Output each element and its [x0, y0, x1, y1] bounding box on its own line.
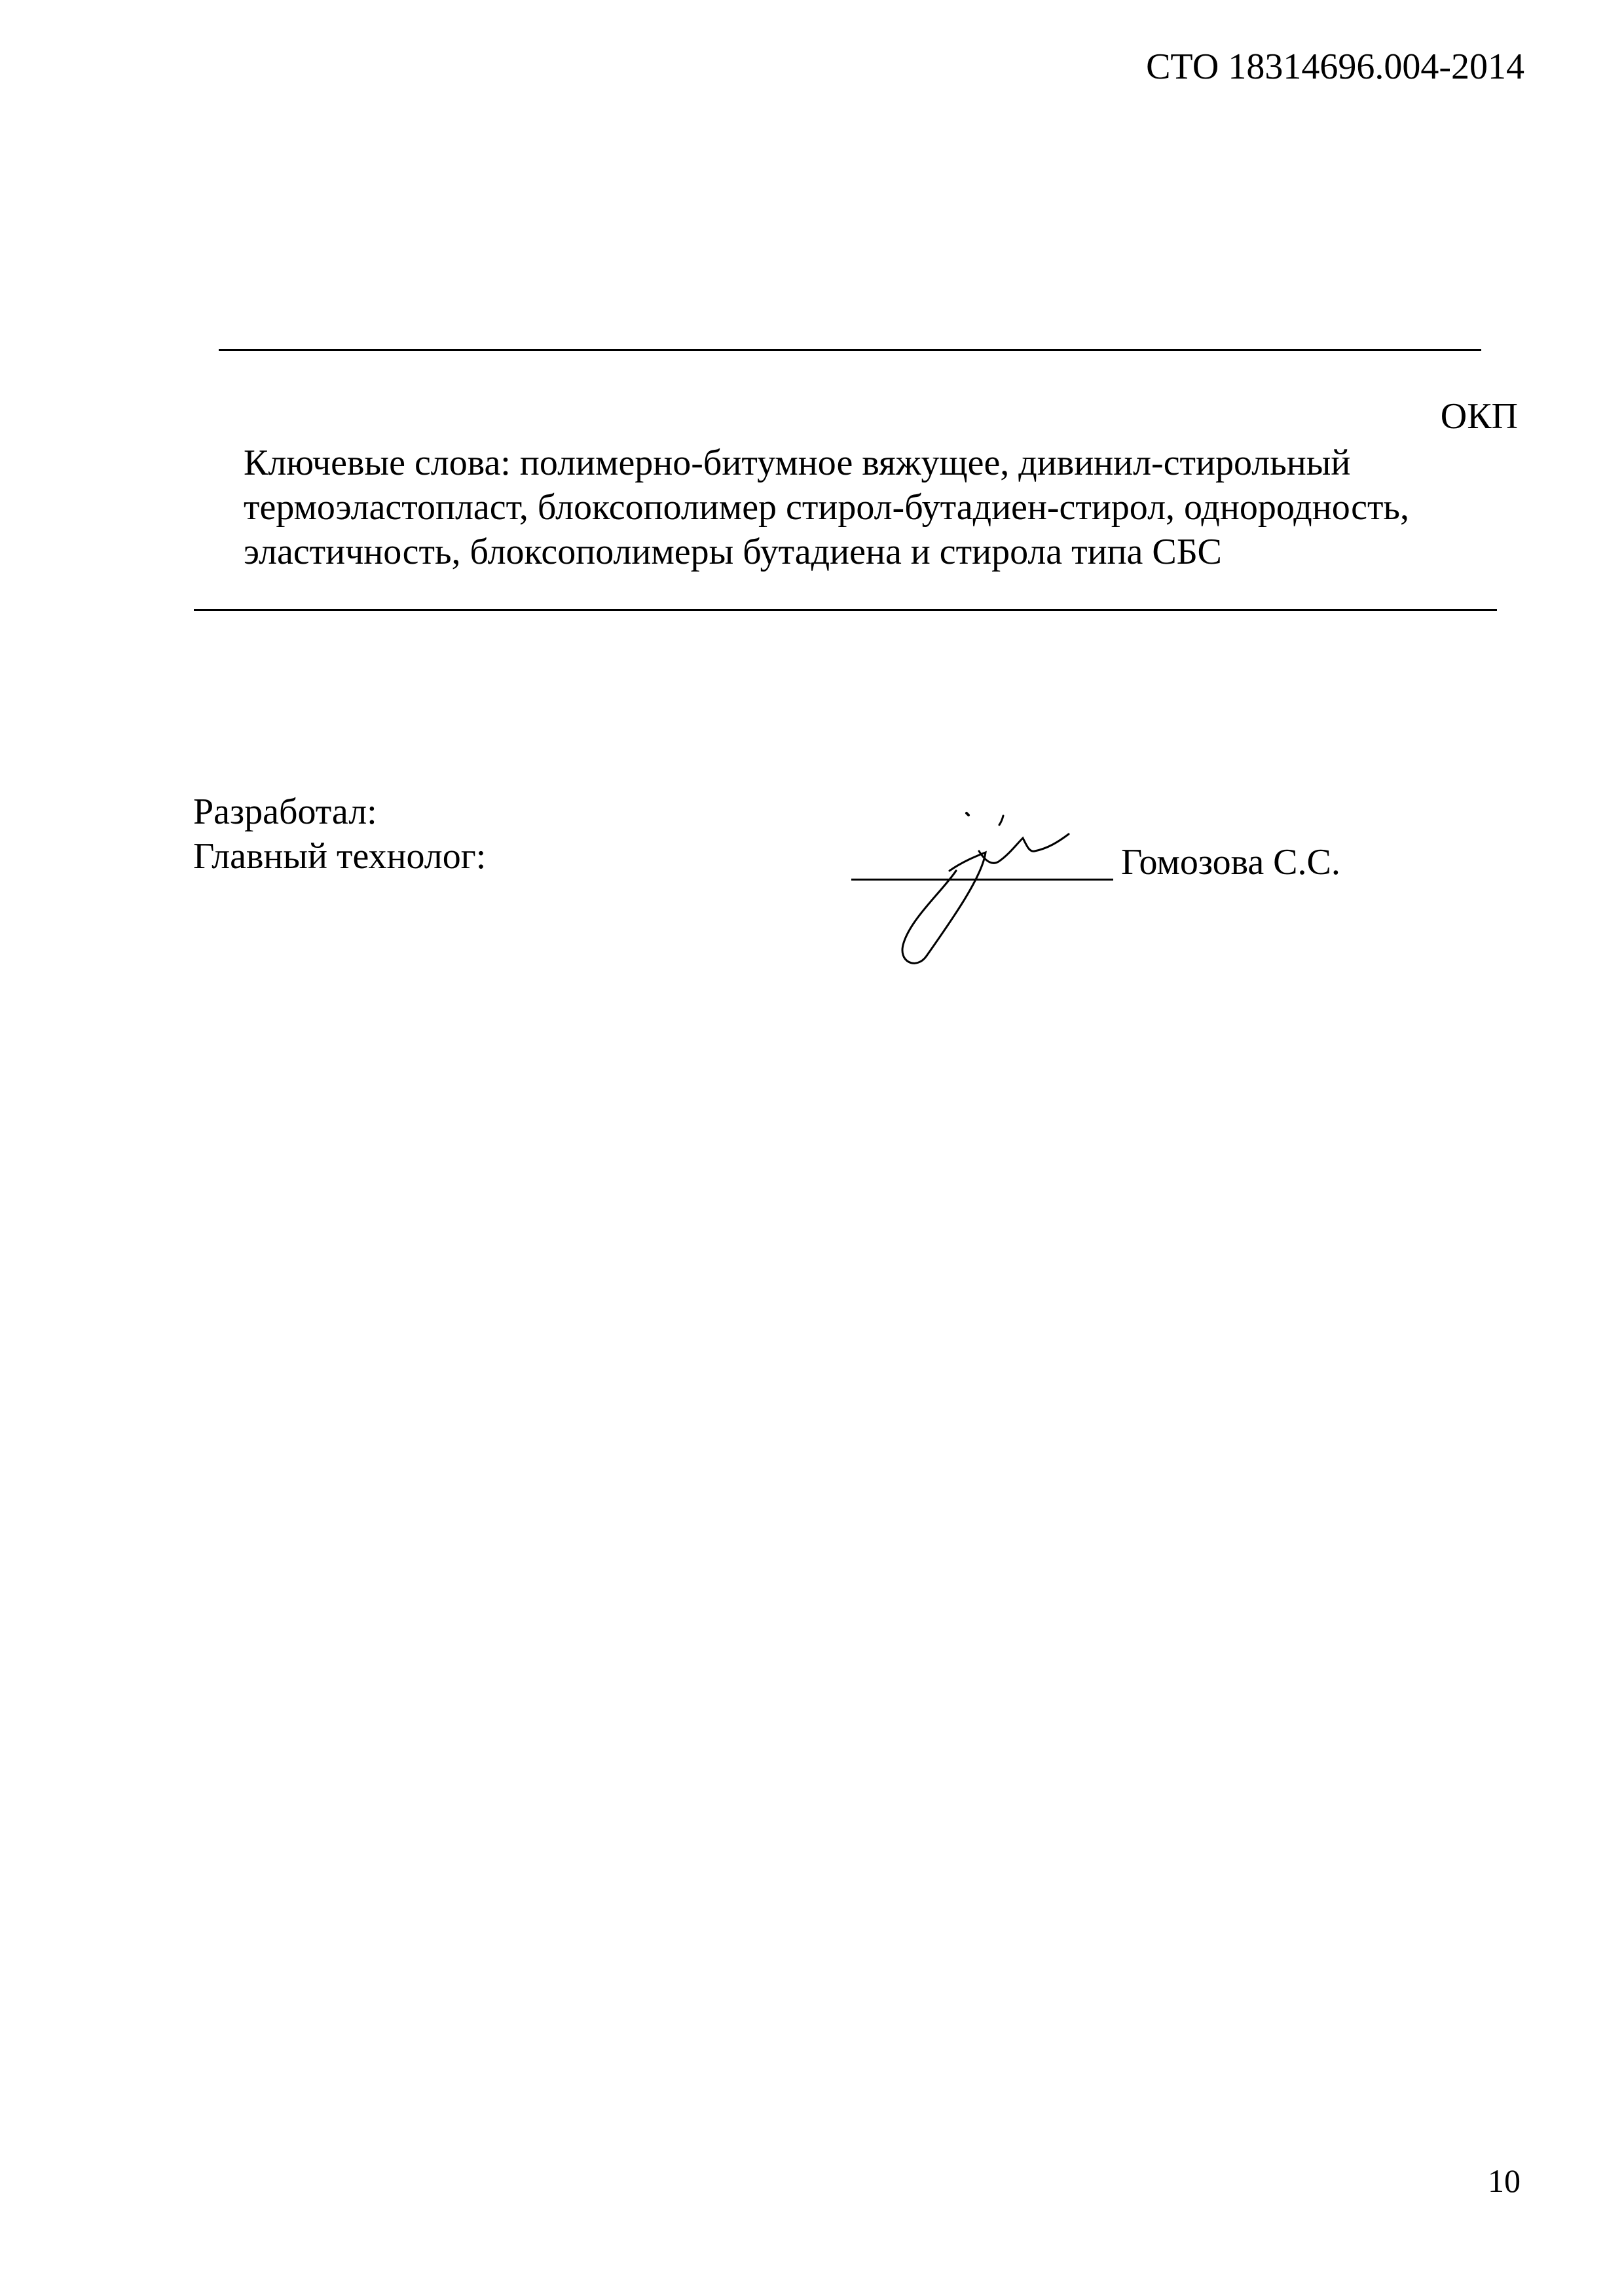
signer-name: Гомозова С.С. [1121, 842, 1340, 883]
keywords-paragraph [244, 441, 1521, 574]
okp-label: ОКП [1440, 396, 1518, 437]
bottom-divider [194, 609, 1497, 611]
page-number: 10 [1488, 2162, 1521, 2199]
position-label: Главный технолог: [193, 835, 487, 877]
developed-label: Разработал: [193, 792, 377, 832]
keywords-line: эластичность, блоксополимеры бутадиена и стирола типа СБС [244, 531, 1222, 572]
handwritten-signature [851, 799, 1126, 969]
keywords-line: термоэластопласт, блоксополимер стирол-бутадиен-стирол, однородность, [244, 486, 1409, 528]
keywords-line: Ключевые слова: полимерно-битумное вяжущее, дивинил-стирольный [244, 443, 1351, 483]
document-code: СТО 18314696.004-2014 [1146, 46, 1524, 87]
approval-labels [193, 790, 486, 879]
top-divider [219, 349, 1481, 351]
